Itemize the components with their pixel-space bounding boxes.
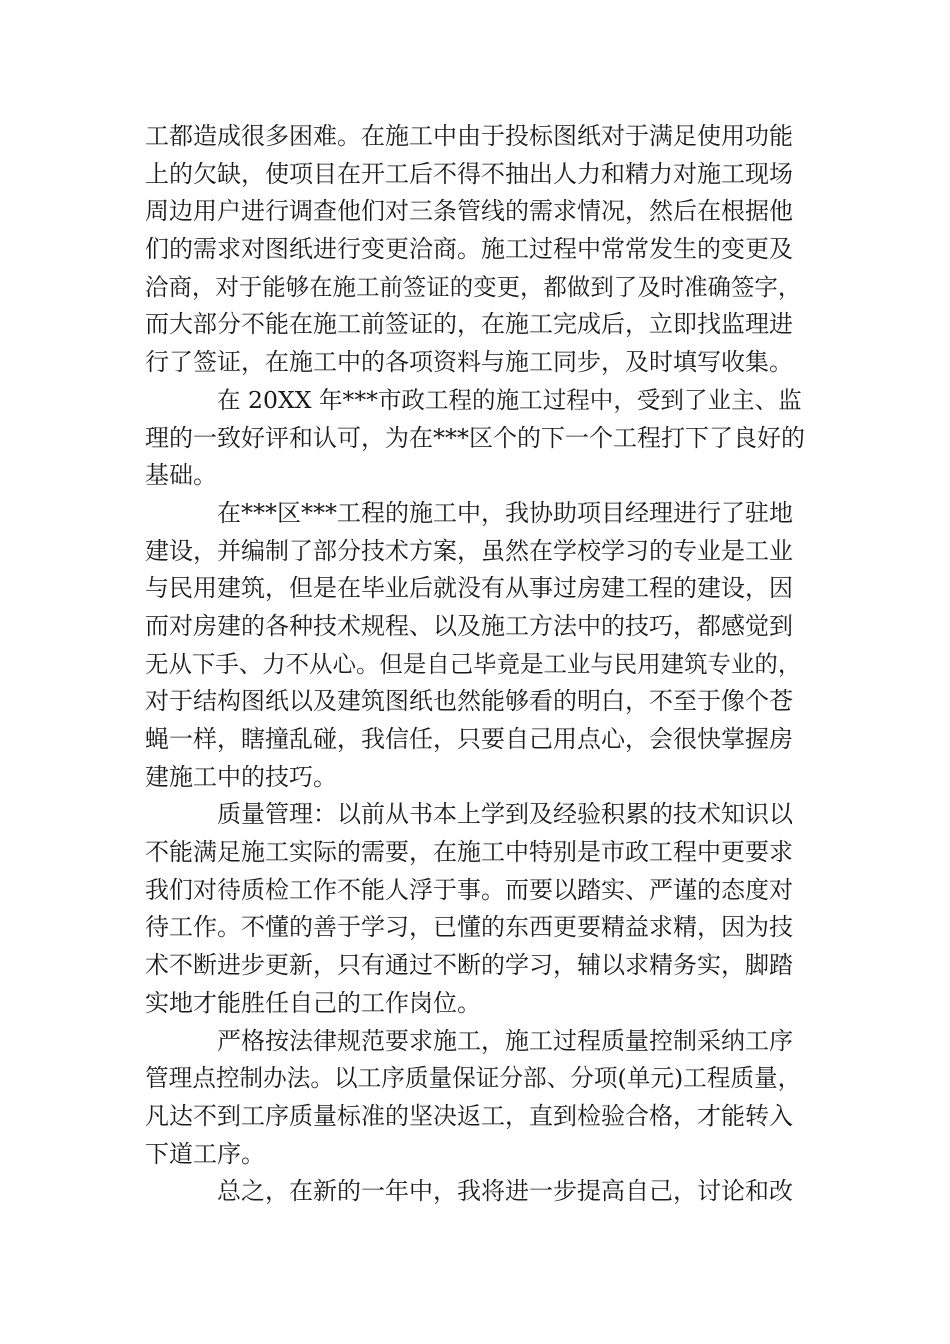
text-line: 而大部分不能在施工前签证的，在施工完成后，立即找监理进 xyxy=(145,310,793,339)
text-line: 下道工序。 xyxy=(145,1139,265,1168)
text-line: 凡达不到工序质量标准的坚决返工，直到检验合格，才能转入 xyxy=(145,1101,793,1130)
text-line: 行了签证，在施工中的各项资料与施工同步，及时填写收集。 xyxy=(145,348,793,377)
text-line: 实地才能胜任自己的工作岗位。 xyxy=(145,988,481,1017)
text-line: 而对房建的各种技术规程、以及施工方法中的技巧，都感觉到 xyxy=(145,611,793,640)
text-line: 上的欠缺，使项目在开工后不得不抽出人力和精力对施工现场 xyxy=(145,159,793,188)
text-line: 工都造成很多困难。在施工中由于投标图纸对于满足使用功能 xyxy=(145,122,793,150)
text-line: 建施工中的技巧。 xyxy=(145,762,337,791)
text-line: 周边用户进行调查他们对三条管线的需求情况，然后在根据他 xyxy=(145,197,793,226)
text-line: 对于结构图纸以及建筑图纸也然能够看的明白，不至于像个苍 xyxy=(145,687,793,716)
text-line: 我们对待质检工作不能人浮于事。而要以踏实、严谨的态度对 xyxy=(145,875,793,904)
text-line: 术不断进步更新，只有通过不断的学习，辅以求精务实，脚踏 xyxy=(145,951,793,980)
text-line: 洽商，对于能够在施工前签证的变更，都做到了及时准确签字， xyxy=(145,272,802,301)
text-line: 与民用建筑，但是在毕业后就没有从事过房建工程的建设，因 xyxy=(145,574,793,603)
text-line: 管理点控制办法。以工序质量保证分部、分项(单元)工程质量， xyxy=(145,1064,802,1093)
text-line: 们的需求对图纸进行变更洽商。施工过程中常常发生的变更及 xyxy=(145,235,793,264)
text-line: 质量管理：以前从书本上学到及经验积累的技术知识以 xyxy=(217,800,793,829)
text-line: 基础。 xyxy=(145,461,217,490)
text-line: 无从下手、力不从心。但是自己毕竟是工业与民用建筑专业的， xyxy=(145,649,802,678)
text-line: 严格按法律规范要求施工，施工过程质量控制采纳工序 xyxy=(217,1026,793,1055)
text-line: 建设，并编制了部分技术方案，虽然在学校学习的专业是工业 xyxy=(145,536,793,565)
text-line: 蝇一样，瞎撞乱碰，我信任，只要自己用点心，会很快掌握房 xyxy=(145,725,793,753)
text-line: 在 20XX 年***市政工程的施工过程中，受到了业主、监 xyxy=(217,385,802,414)
text-line: 在***区***工程的施工中，我协助项目经理进行了驻地 xyxy=(217,498,793,527)
text-line: 理的一致好评和认可，为在***区个的下一个工程打下了良好的 xyxy=(145,423,805,452)
document-body xyxy=(145,118,805,1211)
text-line: 待工作。不懂的善于学习，已懂的东西更要精益求精，因为技 xyxy=(145,913,793,942)
text-line: 不能满足施工实际的需要，在施工中特别是市政工程中更要求 xyxy=(145,838,793,867)
text-line: 总之，在新的一年中，我将进一步提高自己，讨论和改 xyxy=(217,1177,793,1206)
